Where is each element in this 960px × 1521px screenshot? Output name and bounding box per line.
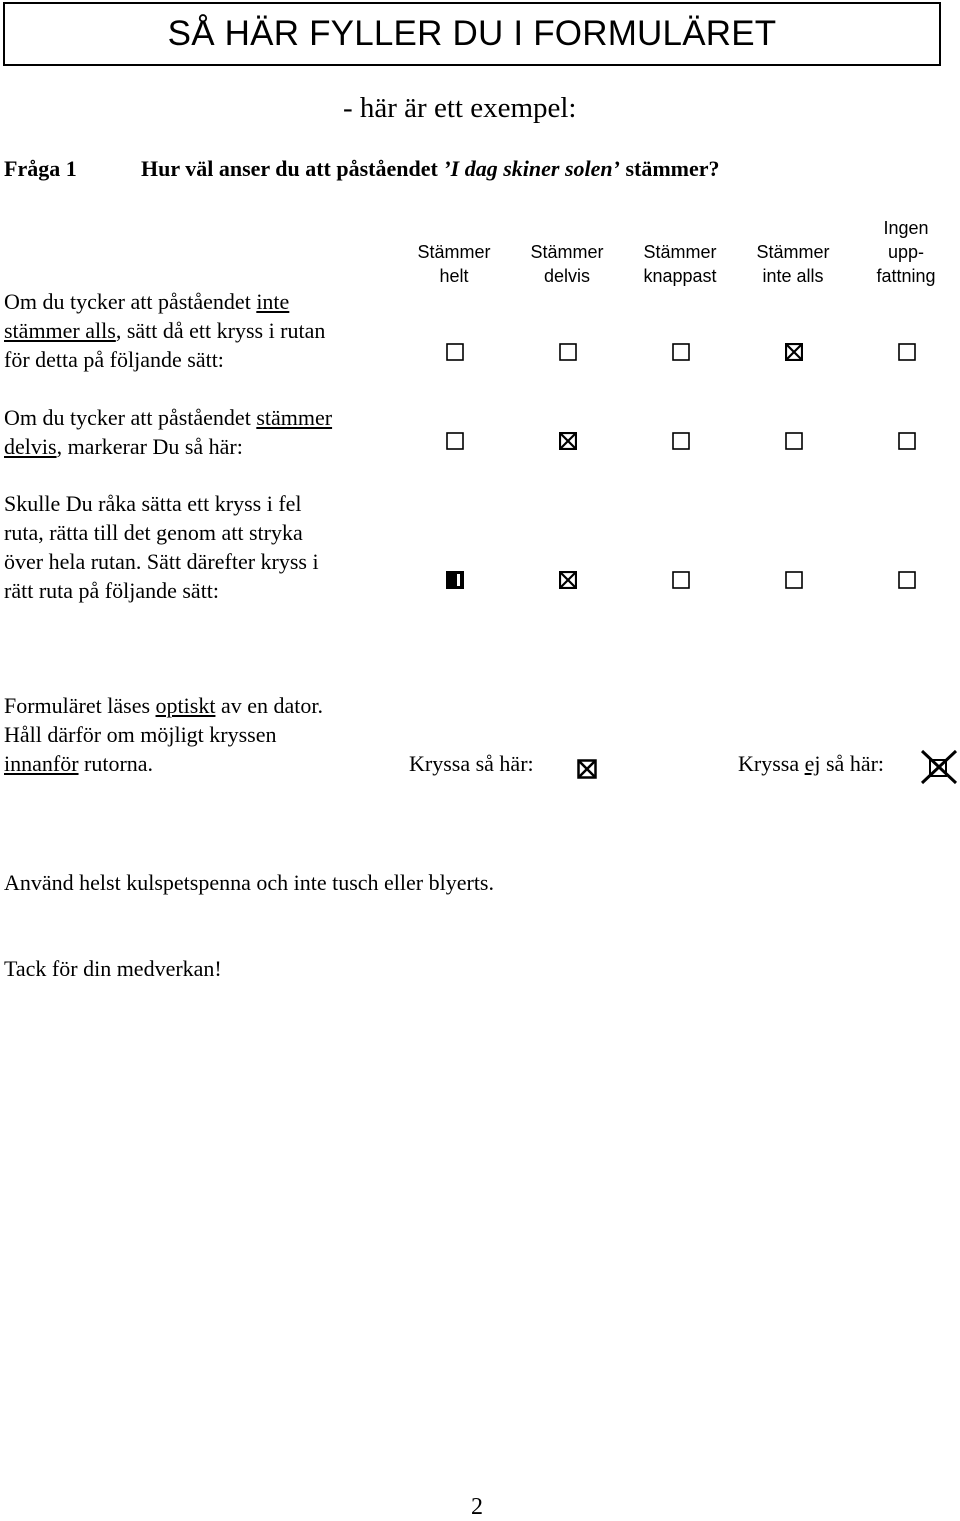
question-text-start: Hur väl anser du att påståendet	[141, 156, 444, 181]
checkbox-empty[interactable]	[672, 432, 688, 448]
text-line: över hela rutan. Sätt därefter kryss i	[4, 549, 319, 574]
checkbox-empty[interactable]	[898, 571, 914, 587]
column-header-delvis	[512, 240, 622, 288]
optical-note	[4, 691, 404, 778]
underlined-word: ej	[804, 751, 821, 776]
text-line: ruta, rätta till det genom att stryka	[4, 520, 303, 545]
column-header-line: knappast	[643, 266, 717, 286]
checkbox-empty[interactable]	[785, 571, 801, 587]
example-1-text	[4, 287, 394, 374]
text-line: för detta på följande sätt:	[4, 347, 224, 372]
column-header-line: helt	[439, 266, 469, 286]
question-text-statement: ’I dag skiner solen’	[443, 156, 620, 181]
column-header-ingen-uppfattning	[851, 216, 960, 288]
text-line: Skulle Du råka sätta ett kryss i fel	[4, 491, 302, 516]
column-header-line: fattning	[876, 266, 936, 286]
correct-cross-example-icon	[577, 759, 597, 784]
column-header-line: Stämmer	[756, 242, 830, 262]
checkbox-empty[interactable]	[559, 343, 575, 359]
text-span: av en dator.	[215, 693, 323, 718]
text-span: Om du tycker att påståendet	[4, 289, 257, 314]
text-span: Kryssa	[738, 751, 805, 776]
dont-cross-label	[738, 749, 884, 778]
text-line: rätt ruta på följande sätt:	[4, 578, 220, 603]
column-header-line: Stämmer	[530, 242, 604, 262]
text-span: , sätt då ett kryss i rutan	[115, 318, 326, 343]
underlined-word: stämmer alls	[4, 318, 116, 343]
checkbox-filled-out[interactable]	[446, 571, 462, 587]
example-3-text	[4, 489, 394, 605]
column-header-line: Stämmer	[643, 242, 717, 262]
text-span: så här:	[820, 751, 885, 776]
question-number: Fråga 1	[4, 156, 77, 181]
underlined-word: inte	[256, 289, 290, 314]
text-span: Om du tycker att påståendet	[4, 405, 257, 430]
underlined-word: optiskt	[155, 693, 216, 718]
column-header-line: upp-	[887, 242, 925, 262]
underlined-word: delvis	[4, 434, 57, 459]
wrong-cross-example-icon	[920, 749, 958, 790]
column-header-line: delvis	[543, 266, 591, 286]
checkbox-crossed[interactable]	[559, 432, 575, 448]
page-number: 2	[471, 1494, 483, 1520]
column-header-helt	[399, 240, 509, 288]
text-span: rutorna.	[78, 751, 154, 776]
question-text	[141, 156, 720, 182]
page-title: SÅ HÄR FYLLER DU I FORMULÄRET	[3, 2, 941, 66]
text-line: Håll därför om möjligt kryssen	[4, 722, 277, 747]
column-header-inte-alls	[738, 240, 848, 288]
text-span: , markerar Du så här:	[56, 434, 243, 459]
underlined-word: stämmer	[256, 405, 333, 430]
checkbox-empty[interactable]	[898, 343, 914, 359]
checkbox-empty[interactable]	[672, 343, 688, 359]
pen-note: Använd helst kulspetspenna och inte tusch eller blyerts.	[4, 870, 494, 895]
page-subtitle: - här är ett exempel:	[343, 92, 577, 124]
checkbox-empty[interactable]	[672, 571, 688, 587]
do-cross-label: Kryssa så här:	[409, 751, 534, 776]
column-header-line: Ingen	[883, 218, 929, 238]
column-header-knappast	[625, 240, 735, 288]
checkbox-empty[interactable]	[898, 432, 914, 448]
checkbox-empty[interactable]	[446, 432, 462, 448]
checkbox-empty[interactable]	[446, 343, 462, 359]
column-header-line: inte alls	[762, 266, 824, 286]
checkbox-crossed[interactable]	[559, 571, 575, 587]
text-span: Formuläret läses	[4, 693, 156, 718]
checkbox-crossed[interactable]	[785, 343, 801, 359]
example-2-text	[4, 403, 394, 461]
thanks-text: Tack för din medverkan!	[4, 956, 222, 981]
checkbox-empty[interactable]	[785, 432, 801, 448]
column-header-line: Stämmer	[417, 242, 491, 262]
underlined-word: innanför	[4, 751, 79, 776]
question-text-end: stämmer?	[619, 156, 720, 181]
